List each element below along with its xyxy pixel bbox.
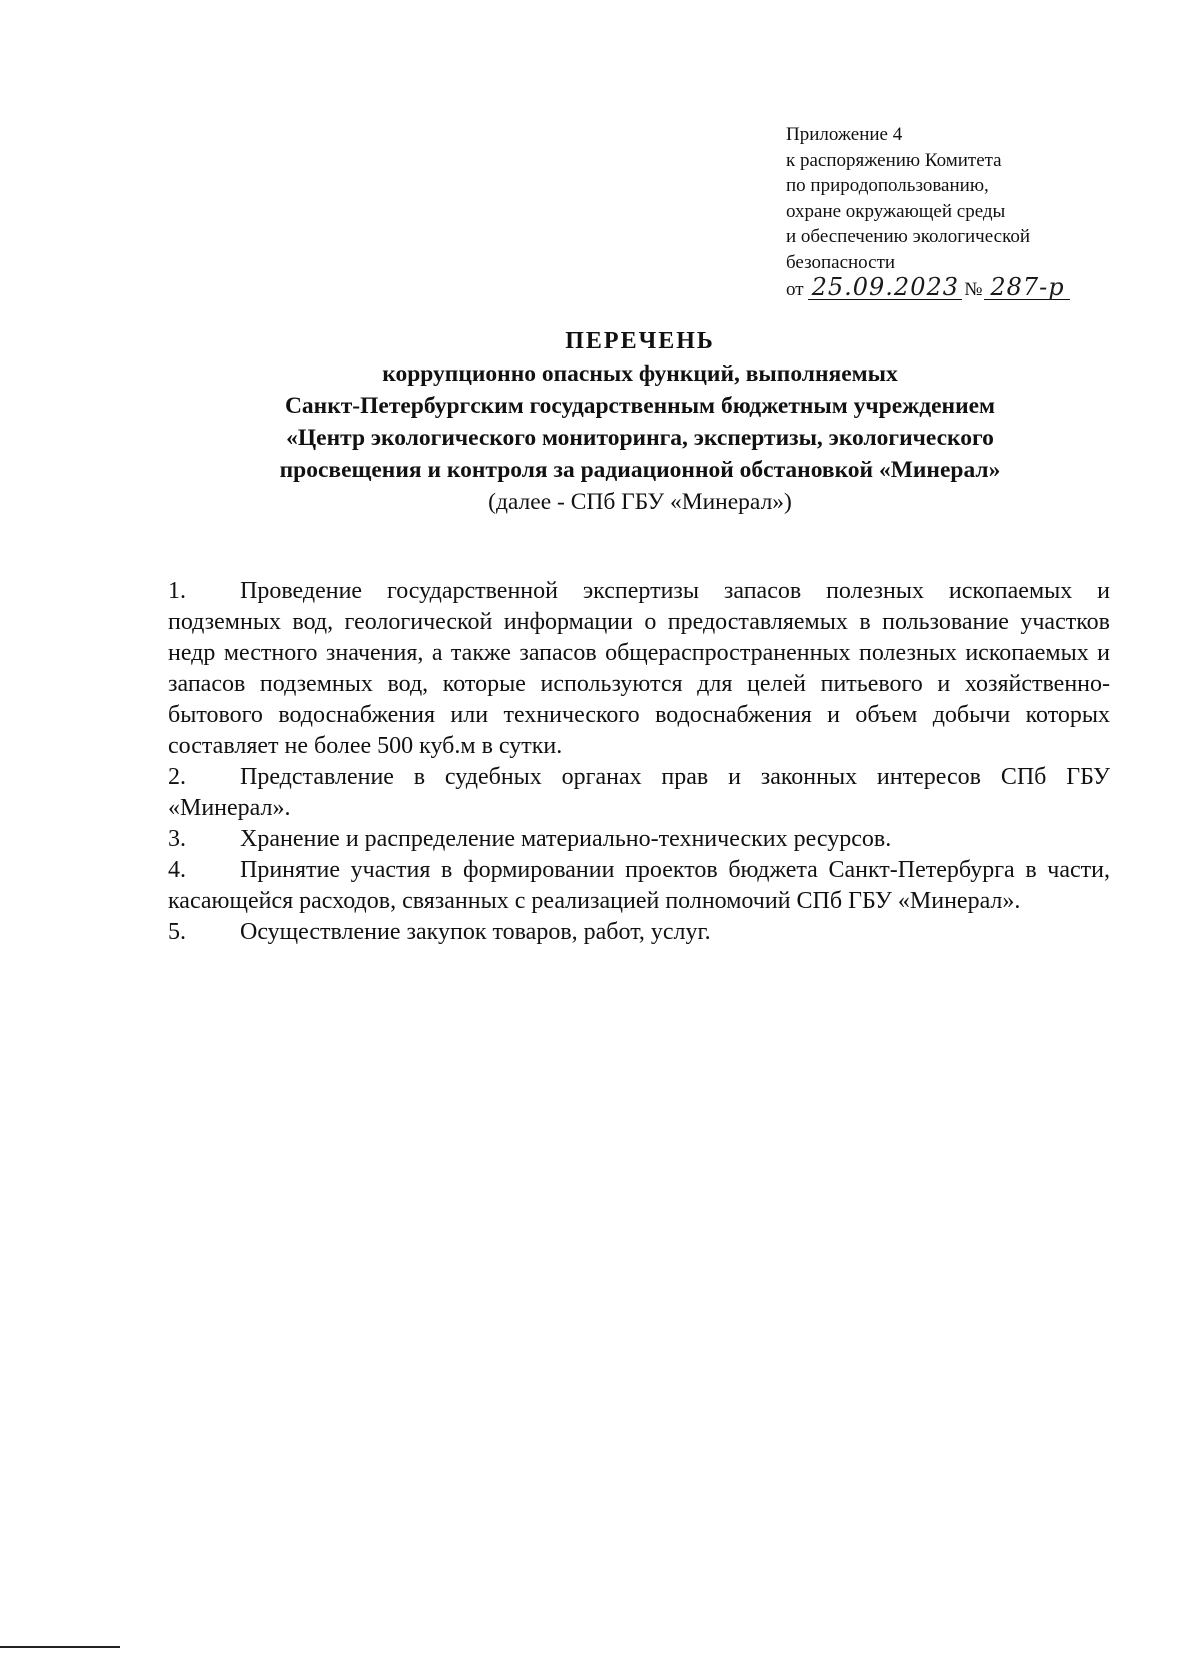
functions-list: [168, 576, 1110, 948]
list-item: [168, 824, 1110, 855]
subtitle-line: коррупционно опасных функций, выполняемых: [382, 361, 898, 387]
item-text: Хранение и распределение материально-технических ресурсов.: [240, 826, 892, 852]
title-block: [160, 326, 1120, 518]
document-subtitle: [160, 358, 1120, 486]
list-item: [168, 762, 1110, 824]
item-number: 2.: [168, 764, 186, 790]
handwritten-date: 25.09.2023: [808, 275, 962, 300]
list-item: [168, 917, 1110, 948]
appendix-line: охране окружающей среды: [786, 200, 1006, 222]
list-item: [168, 855, 1110, 917]
item-text: Проведение государственной экспертизы запасов полезных ископаемых и подземных вод, геологической информации о предоставляемых в пользование участков недр местного значения, а также запасов общераспространенных полезных ископаемых и запасов подземных вод, которые используются для целей питьевого и хозяйственно-бытового водоснабжения или технического водоснабжения и объем добычи которых составляет не более 500 куб.м в сутки.: [168, 578, 1110, 759]
scan-edge-mark: [0, 1646, 120, 1648]
item-text: Осуществление закупок товаров, работ, услуг.: [240, 919, 711, 945]
appendix-line: безопасности: [786, 251, 896, 273]
appendix-date-line: [786, 275, 1146, 303]
appendix-line: Приложение 4: [786, 124, 903, 145]
from-label: от: [786, 279, 804, 300]
list-item: [168, 576, 1110, 762]
item-number: 5.: [168, 919, 186, 945]
item-text: Принятие участия в формировании проектов бюджета Санкт-Петербурга в части, касающейся расходов, связанных с реализацией полномочий СПб ГБУ «Минерал».: [168, 857, 1110, 914]
handwritten-number: 287-р: [984, 275, 1070, 300]
item-number: 4.: [168, 857, 186, 883]
appendix-block: [786, 122, 1146, 303]
subtitle-line: Санкт-Петербургским государственным бюджетным учреждением: [284, 393, 996, 419]
subtitle-line: просвещения и контроля за радиационной обстановкой «Минерал»: [279, 457, 1001, 483]
appendix-line: и обеспечению экологической: [786, 226, 1031, 247]
item-text: Представление в судебных органах прав и законных интересов СПб ГБУ «Минерал».: [168, 764, 1110, 821]
document-title: ПЕРЕЧЕНЬ: [565, 328, 715, 354]
item-number: 1.: [168, 578, 186, 604]
item-number: 3.: [168, 826, 186, 852]
appendix-line: по природопользованию,: [786, 175, 989, 196]
number-sign: №: [964, 279, 983, 300]
appendix-line: к распоряжению Комитета: [786, 149, 1002, 171]
subtitle-line: «Центр экологического мониторинга, экспертизы, экологического: [286, 425, 994, 451]
title-note: (далее - СПб ГБУ «Минерал»): [488, 489, 792, 515]
